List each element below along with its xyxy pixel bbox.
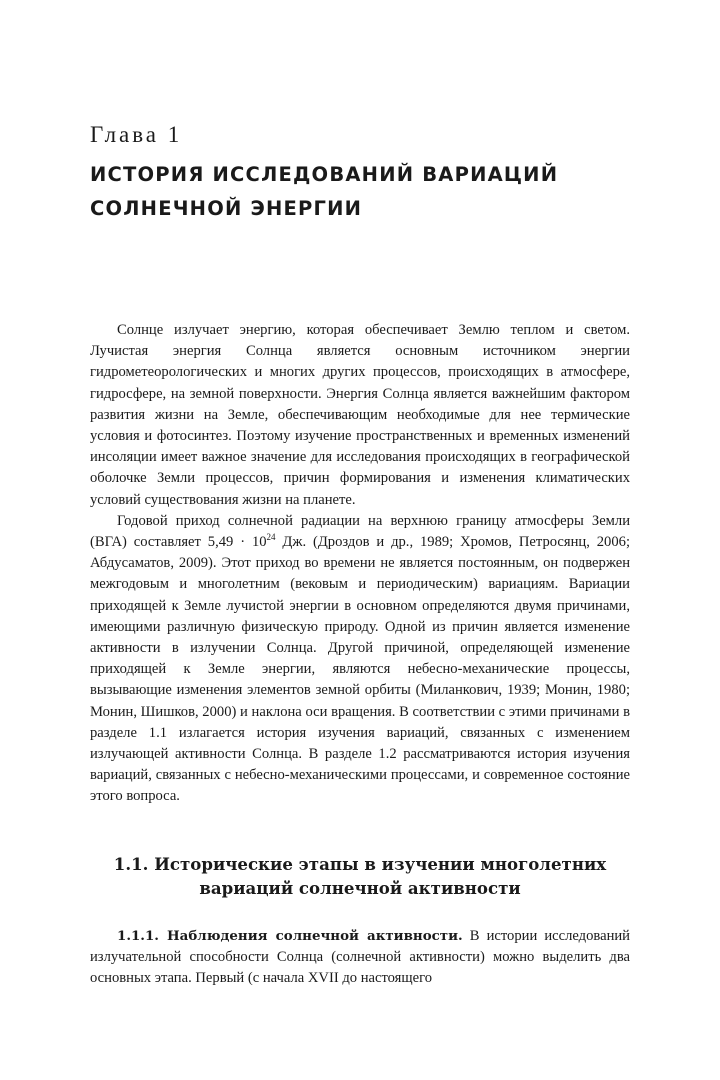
subsection-text: В истории исследований излучательной способности Солнца (солнечной активности) можно выделить два основных этапа. Первый (с начала XVII до настоящего xyxy=(90,928,630,987)
subsection-1-1-1 xyxy=(90,926,630,990)
chapter-title xyxy=(90,158,650,226)
section-heading-line-2: вариаций солнечной активности xyxy=(199,878,521,898)
intro-paragraph-2-start: Годовой приход солнечной радиации на верхнюю границу атмосферы Земли (ВГА) составляет 5,49 · 10 xyxy=(90,512,630,551)
section-heading xyxy=(90,852,630,900)
chapter-title-line-1: ИСТОРИЯ ИССЛЕДОВАНИЙ ВАРИАЦИЙ xyxy=(90,163,559,186)
intro-paragraph-2-rest: Дж. (Дроздов и др., 1989; Хромов, Петросянц, 2006; Абдусаматов, 2009). Этот приход во времени не является постоянным, он подвержен межгодовым и многолетним (вековым и периодическим) вариациям. Вариации приходящей к Земле лучистой энергии в основном определяются двумя причинами, имеющими различную физическую природу. Одной из причин является изменение активности в излучении Солнца. Другой причиной, определяющей изменение приходящей к Земле энергии, являются небесно-механические процессы, вызывающие изменения элементов земной орбиты (Миланкович, 1939; Монин, 1980; Монин, Шишков, 2000) и наклона оси вращения. В соответствии с этими причинами в разделе 1.1 излагается история изучения вариаций, связанных с изменением излучающей активности Солнца. В разделе 1.2 рассматриваются история изучения вариаций, связанных с небесно-механическими процессами, и современное состояние этого вопроса. xyxy=(90,534,631,805)
intro-paragraph-1: Солнце излучает энергию, которая обеспечивает Землю теплом и светом. Лучистая энергия Солнца является основным источником энергии гидрометеорологических и многих других процессов, происходящих в атмосфере, гидросфере, на земной поверхности. Энергия Солнца является важнейшим фактором развития жизни на Земле, обеспечивающим необходимые для нее термические условия и фотосинтез. Поэтому изучение пространственных и временных изменений инсоляции имеет важное значение для исследования происходящих в географической оболочке Земли процессов, причин формирования и изменения климатических условий существования жизни на планете. xyxy=(90,322,630,508)
chapter-label: Глава 1 xyxy=(90,122,183,147)
intro-text xyxy=(90,320,630,808)
section-heading-line-1: 1.1. Исторические этапы в изучении многолетних xyxy=(113,854,607,874)
exponent: 24 xyxy=(266,532,276,543)
subsection-heading: 1.1.1. Наблюдения солнечной активности. xyxy=(117,928,463,944)
chapter-title-line-2: СОЛНЕЧНОЙ ЭНЕРГИИ xyxy=(90,197,363,220)
intro-paragraph-2 xyxy=(90,511,630,808)
subsection-paragraph xyxy=(90,926,630,990)
